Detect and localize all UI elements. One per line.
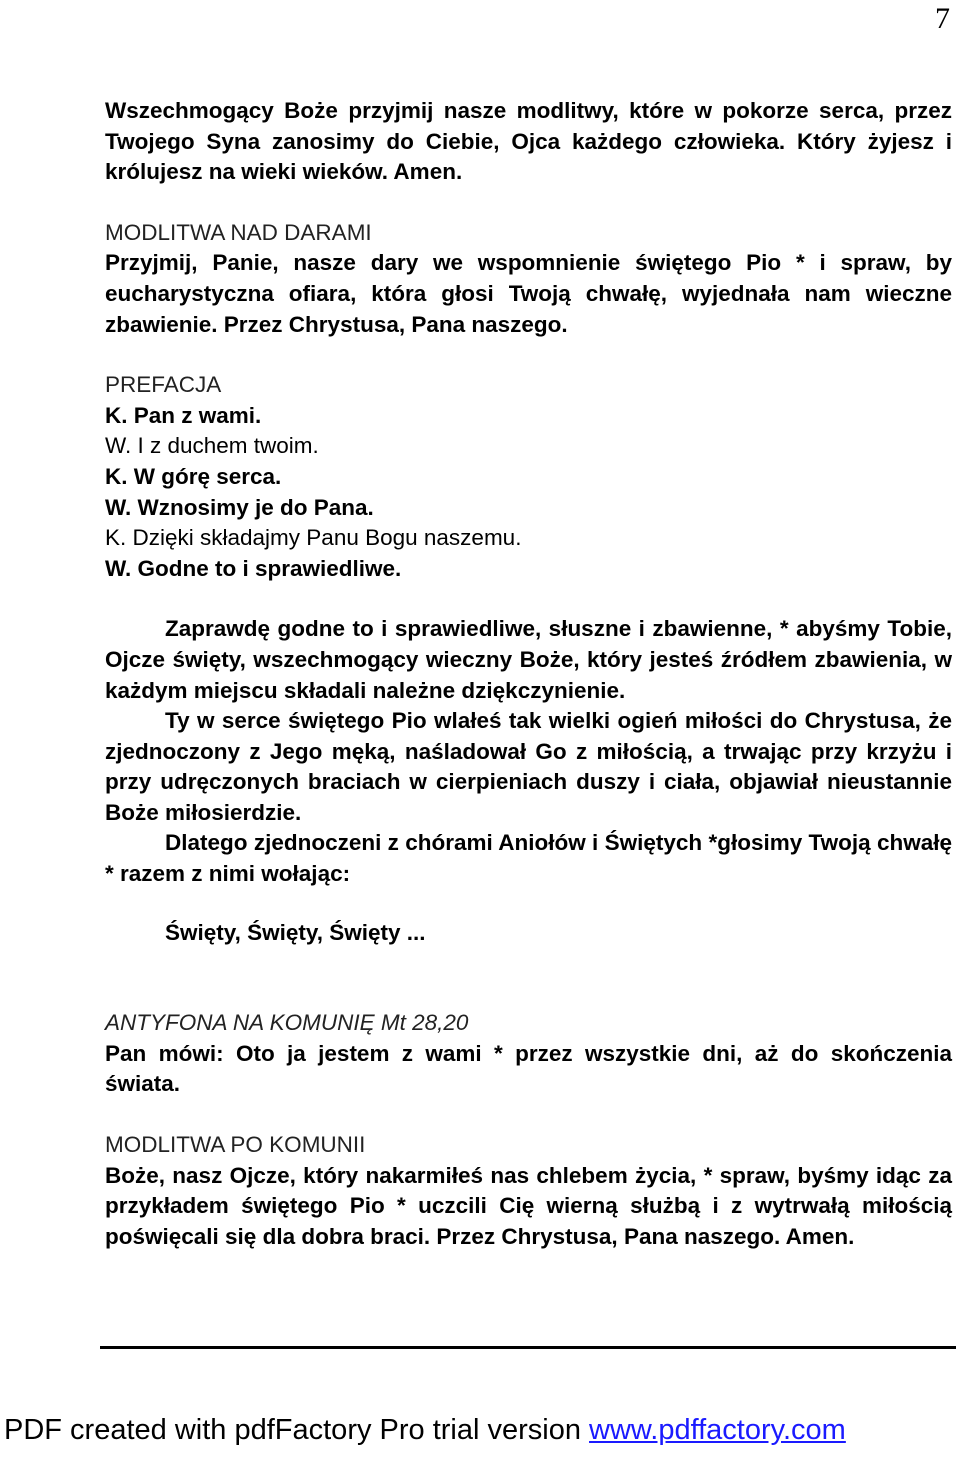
pdffactory-link[interactable]: www.pdffactory.com — [589, 1414, 846, 1446]
dialogue-line: W. Godne to i sprawiedliwe. — [105, 555, 402, 581]
gifts-prayer: Przyjmij, Panie, nasze dary we wspomnienie świętego Pio * i spraw, by eucharystyczna ofiara, która głosi Twoją chwałę, wyjednała nam wieczne zbawienie. Przez Chrystusa, Pana naszego. — [105, 250, 952, 337]
communion-antiphon-heading: ANTYFONA NA KOMUNIĘ Mt 28,20 — [105, 1010, 469, 1036]
dialogue-line: K. Pan z wami. — [105, 402, 262, 428]
preface-paragraph: Ty w serce świętego Pio wlałeś tak wielki ogień miłości do Chrystusa, że zjednoczony z Jego męką, naśladował Go z miłością, a trwając przy krzyżu i przy udręczonych braciach w cierpieniach duszy i ciała, objawiał nieustannie Boże miłosierdzie. — [105, 708, 952, 825]
dialogue-line: K. W górę serca. — [105, 463, 282, 489]
preface-paragraph: Zaprawdę godne to i sprawiedliwe, słuszne i zbawienne, * abyśmy Tobie, Ojcze święty, wszechmogący wieczny Boże, który jesteś źródłem zbawienia, w każdym miejscu składali należne dziękczynienie. — [105, 616, 952, 703]
post-communion-prayer: Boże, nasz Ojcze, który nakarmiłeś nas chlebem życia, * spraw, byśmy idąc za przykładem świętego Pio * uczcili Cię wierną służbą i z wytrwałą miłością poświęcali się dla dobra braci. Przez Chrystusa, Pana naszego. Amen. — [105, 1162, 952, 1249]
sanctus: Święty, Święty, Święty ... — [165, 919, 426, 945]
dialogue-line: W. Wznosimy je do Pana. — [105, 494, 374, 520]
communion-antiphon-text: Pan mówi: Oto ja jestem z wami * przez wszystkie dni, aż do skończenia świata. — [105, 1040, 952, 1097]
footer-text: PDF created with pdfFactory Pro trial version — [4, 1414, 590, 1446]
preface-heading: PREFACJA — [105, 372, 222, 398]
preface-paragraph: Dlatego zjednoczeni z chórami Aniołów i Świętych *głosimy Twoją chwałę * razem z nimi wołając: — [105, 830, 952, 887]
page-number: 7 — [935, 2, 950, 35]
dialogue-line: W. I z duchem twoim. — [105, 433, 319, 459]
footer-divider — [100, 1346, 956, 1349]
gifts-heading: MODLITWA NAD DARAMI — [105, 219, 372, 245]
dialogue-line: K. Dzięki składajmy Panu Bogu naszemu. — [105, 525, 522, 551]
document-body — [105, 96, 952, 1252]
post-communion-heading: MODLITWA PO KOMUNII — [105, 1132, 366, 1158]
intro-prayer: Wszechmogący Boże przyjmij nasze modlitwy, które w pokorze serca, przez Twojego Syna zanosimy do Ciebie, Ojca każdego człowieka. Który żyjesz i królujesz na wieki wieków. Amen. — [105, 98, 952, 185]
pdf-footer — [4, 1414, 846, 1447]
